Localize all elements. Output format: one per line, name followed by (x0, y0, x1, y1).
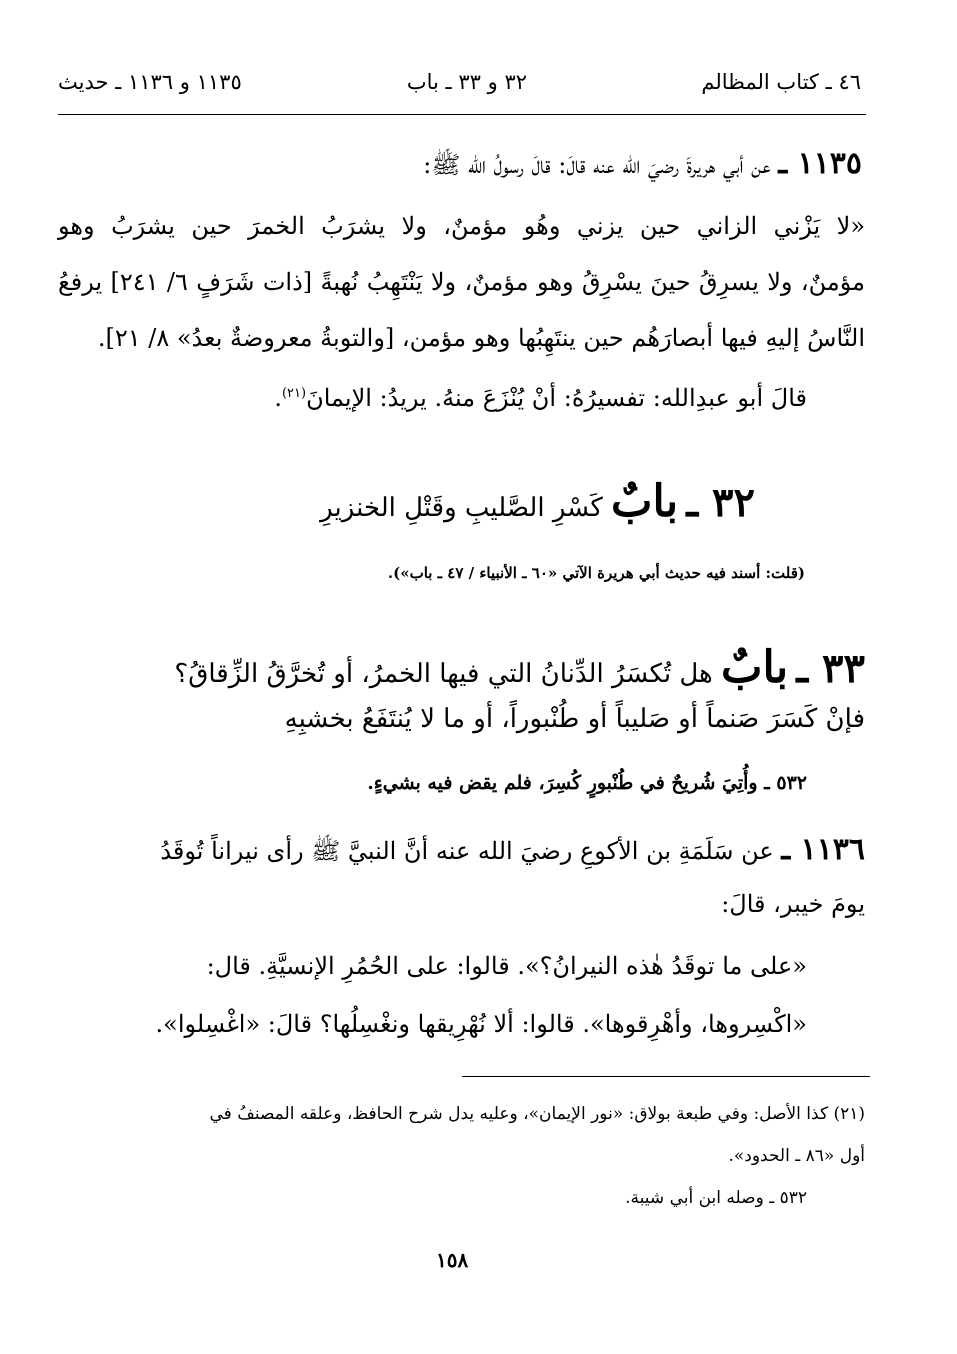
header-hadith-range: ١١٣٥ و ١١٣٦ ـ حديث (58, 70, 242, 94)
explanation-end: . (274, 384, 282, 412)
hadith-text-line: النَّاسُ إليهِ فيها أبصارَهُم حين ينتَهِبُها وهو مؤمن، [والتوبةُ معروضةٌ بعدُ» ٨/ ٢١]. (97, 324, 865, 352)
footnote-ref: (٢١) (281, 386, 307, 401)
footnote-rule (462, 1076, 870, 1077)
chapter-title: كَسْرِ الصَّليبِ وقَتْلِ الخنزيرِ (320, 493, 603, 523)
hadith-intro: عن أبي هريرةَ رضيَ الله عنه قالَ: قالَ رسولُ الله ﷺ: (423, 151, 771, 179)
footnote-21: (٢١) كذا الأصل: وفي طبعة بولاق: «نور الإيمان»، وعليه يدل شرح الحافظ، وعلقه المصنفُ في (209, 1104, 865, 1124)
footnote-532: ٥٣٢ ـ وصله ابن أبي شيبة. (625, 1188, 807, 1208)
hadith-text-line: «على ما توقَدُ هٰذه النيرانُ؟». قالوا: على الحُمُرِ الإنسيَّةِ. قال: (206, 952, 807, 980)
hadith-number: ١١٣٥ ـ (778, 146, 862, 181)
hadith-number: ١١٣٦ ـ (781, 832, 865, 867)
hadith-1136-heading (160, 832, 865, 871)
page-number: ١٥٨ (436, 1248, 469, 1272)
chapter-33-subtitle: فإنْ كَسَرَ صَنماً أو صَليباً أو طُنْبوراً، أو ما لا يُنتَفَعُ بخشبِهِ (284, 704, 865, 734)
chapter-number: ٣٢ ـ (686, 479, 755, 526)
hadith-text-line: يومَ خيبر، قالَ: (721, 890, 865, 918)
header-rule (58, 114, 866, 115)
hadith-text-line: «لا يَزْني الزاني حين يزني وهُو مؤمنٌ، ولا يشرَبُ الخمرَ حين يشرَبُ وهو (58, 212, 865, 240)
chapter-title: هل تُكسَرُ الدِّنانُ التي فيها الخمرُ، أو تُخرَّقُ الزِّقاقُ؟ (174, 659, 713, 689)
header-book-title: ٤٦ ـ كتاب المظالم (701, 70, 861, 94)
hadith-1135-heading (423, 146, 862, 185)
chapter-32-heading (320, 476, 755, 527)
chapter-33-note: ٥٣٢ ـ وأُتِيَ شُريحٌ في طُنْبورٍ كُسِرَ، فلم يقض فيه بشيءٍ. (367, 772, 807, 794)
hadith-intro: عن سَلَمَةِ بن الأكوعِ رضيَ الله عنه أنَّ النبيَّ ﷺ رأى نيراناً تُوقَدُ (160, 837, 774, 865)
chapter-number: ٣٣ ـ (796, 645, 865, 692)
chapter-word: بابٌ (721, 642, 789, 693)
chapter-word: بابٌ (611, 476, 679, 527)
chapter-32-remark: (قلت: أسند فيه حديث أبي هريرة الآتي «٦٠ ـ الأنبياء / ٤٧ ـ باب»). (387, 564, 805, 582)
chapter-33-heading (174, 642, 865, 693)
footnote-21-cont: أول «٨٦ ـ الحدود». (728, 1146, 865, 1166)
explanation-text: قالَ أبو عبدِالله: تفسيرُهُ: أنْ يُنْزَعَ منهُ. يريدُ: الإيمانَ (306, 384, 807, 412)
hadith-explanation (274, 384, 807, 412)
hadith-text-line: «اكْسِروها، وأهْرِقوها». قالوا: ألا نُهْرِيقها ونغْسِلُها؟ قالَ: «اغْسِلوا». (155, 1010, 807, 1038)
header-chapters: ٣٢ و ٣٣ ـ باب (406, 70, 527, 94)
hadith-text-line: مؤمنٌ، ولا يسرِقُ حينَ يسْرِقُ وهو مؤمنٌ، ولا يَنْتَهِبُ نُهبةً [ذات شَرَفٍ ٦/ ٢٤١] يرفعُ (58, 268, 865, 296)
